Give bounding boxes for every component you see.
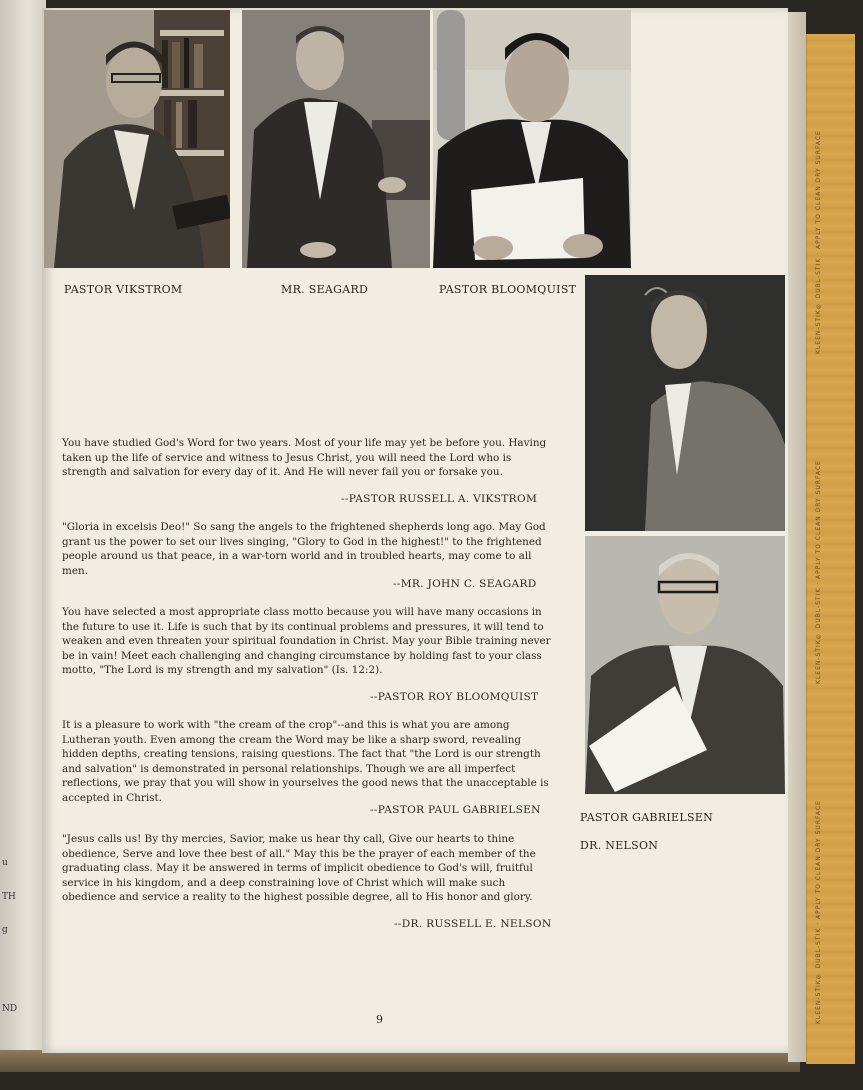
- caption-seagard: MR. SEAGARD: [281, 283, 369, 296]
- message-nelson: "Jesus calls us! By thy mercies, Savior, make us hear thy call, Give our hearts to thine obedience, Serve and love thee best of all." May this be the prayer of each member of the graduating class. May it be answered in terms of implicit obedience to God's will, fruitful service in his kingdom, and a deep constraining love of Christ which will make such obedience and service a reality to the highest possible degree, all to His honor and glory.: [62, 833, 536, 904]
- tape-label: KLEEN-STIK® DUBL-STIK · APPLY TO CLEAN DRY SURFACE: [815, 130, 822, 354]
- photo-vikstrom: [44, 10, 230, 268]
- page-stack-edge: [788, 12, 806, 1062]
- signature-seagard: --MR. JOHN C. SEAGARD: [393, 578, 537, 590]
- left-page-fragment: u: [2, 858, 8, 868]
- signature-gabrielsen: --PASTOR PAUL GABRIELSEN: [370, 804, 541, 816]
- left-page-fragment: ND: [2, 1004, 18, 1014]
- portrait-image: [44, 10, 230, 268]
- message-bloomquist: You have selected a most appropriate class motto because you will have many occasions in the future to use it. Life is such that by its continual problems and pressures, it will tend to weaken and even threaten your spiritual foundation in Christ. May your Bible training never be in vain! Meet each challenging and changing circumstance by holding fast to your class motto, "The Lord is my strength and my salvation" (Is. 12:2).: [62, 606, 551, 677]
- caption-bloomquist: PASTOR BLOOMQUIST: [439, 283, 577, 296]
- left-page-edge: [0, 0, 46, 1060]
- message-seagard: "Gloria in excelsis Deo!" So sang the angels to the frightened shepherds long ago. May God grant us the power to set our lives singing, "Glory to God in the highest!" to the frightened people around us that peace, in a war-torn world and in troubled hearts, may come to all men.: [62, 521, 546, 577]
- caption-gabrielsen: PASTOR GABRIELSEN: [580, 811, 714, 824]
- page-number: 9: [376, 1013, 383, 1026]
- adhesive-tape-strip: [806, 34, 855, 1064]
- photo-seagard: [242, 10, 430, 268]
- left-page-fragment: g: [2, 925, 8, 935]
- photo-nelson: [585, 536, 785, 794]
- photo-gabrielsen: [585, 275, 785, 531]
- signature-nelson: --DR. RUSSELL E. NELSON: [394, 918, 552, 930]
- caption-vikstrom: PASTOR VIKSTROM: [64, 283, 183, 296]
- message-gabrielsen: It is a pleasure to work with "the cream of the crop"--and this is what you are among Lutheran youth. Even among the cream the Word may be like a sharp sword, revealing hidden depths, creating tensions, raising questions. The fact that "the Lord is our strength and salvation" is demonstrated in personal relationships. Though we are all imperfect reflections, we pray that you will show in yourselves the good news that the unacceptable is accepted in Christ.: [62, 719, 549, 804]
- tape-label: KLEEN-STIK® DUBL-STIK · APPLY TO CLEAN DRY SURFACE: [815, 800, 822, 1024]
- signature-vikstrom: --PASTOR RUSSELL A. VIKSTROM: [341, 493, 538, 505]
- book-bottom-edge: [0, 1050, 800, 1072]
- message-vikstrom: You have studied God's Word for two years. Most of your life may yet be before you. Having taken up the life of service and witness to Jesus Christ, you will need the Lord who is strength and salvation for every day of it. And He will never fail you or forsake you.: [62, 437, 547, 479]
- signature-bloomquist: --PASTOR ROY BLOOMQUIST: [370, 691, 539, 703]
- portrait-image: [242, 10, 430, 268]
- tape-label: KLEEN-STIK® DUBL-STIK · APPLY TO CLEAN DRY SURFACE: [815, 460, 822, 684]
- photo-bloomquist: [433, 10, 631, 268]
- caption-nelson: DR. NELSON: [580, 839, 659, 852]
- portrait-image: [433, 10, 631, 268]
- portrait-image: [585, 275, 785, 531]
- left-page-fragment: TH: [2, 892, 16, 902]
- portrait-image: [585, 536, 785, 794]
